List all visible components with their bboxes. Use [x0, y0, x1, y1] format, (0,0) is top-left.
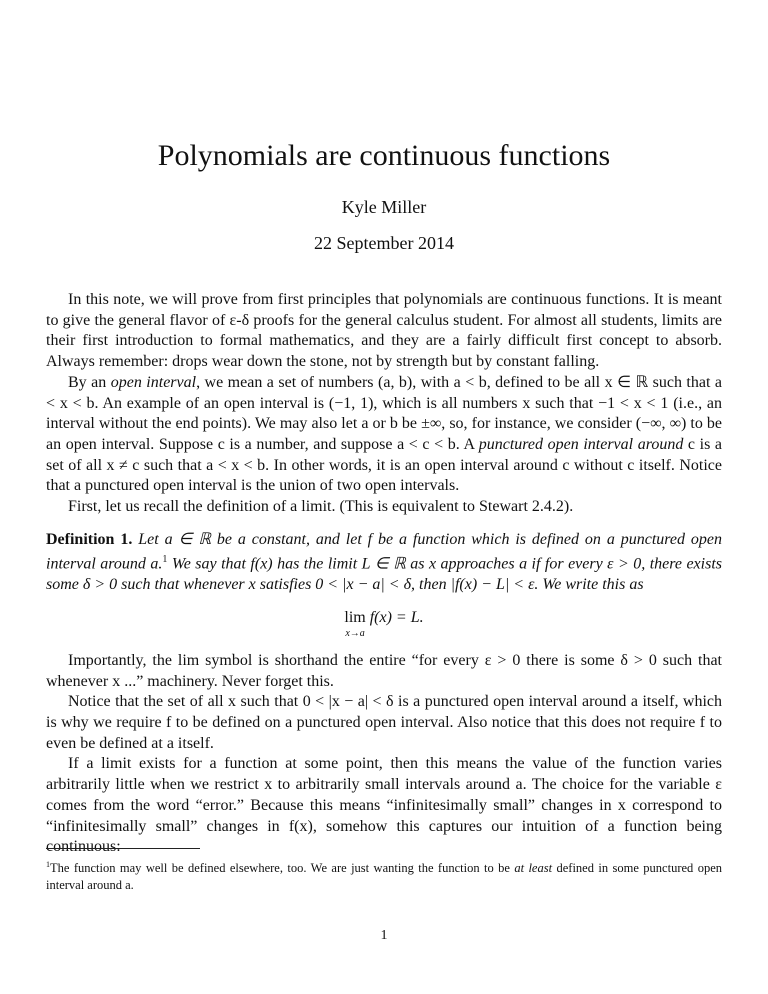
lim-expression: f(x) = L. [365, 609, 424, 627]
paper-body [46, 290, 722, 858]
footnote-text-b: defined in some punctured open interval around a. [46, 861, 722, 893]
paragraph-intro: In this note, we will prove from first principles that polynomials are continuous functions. It is meant to give the general flavor of ε-δ proofs for the general calculus student. For almost all students, limits are their first introduction to formal mathematics, and they are a fairly difficult first concept to absorb. Always remember: drops wear down the stone, not by strength but by constant falling. [46, 291, 722, 371]
p2-text-a: By an [68, 373, 111, 391]
paragraph-shorthand: Importantly, the lim symbol is shorthand the entire “for every ε > 0 there is some δ > 0 such that whenever x ...” machinery. Never forget this. [46, 651, 722, 690]
lim-operator [344, 608, 365, 639]
footnote-rule [46, 848, 200, 849]
paragraph-open-interval [46, 373, 722, 497]
p2-text-c: c is a set of all x ≠ c such that a < x < b. In other words, it is an open interval around c without c itself. Notice that a punctured open interval is the union of two open intervals. [46, 435, 723, 495]
paragraph-intuition: If a limit exists for a function at some point, then this means the value of the function varies arbitrarily little when we restrict x to arbitrarily small intervals around a. The choice for the variable ε comes from the word “error.” Because this means “infinitesimally small” changes in x correspond to “infinitesimally small” changes in f(x), somehow this captures our intuition of a function being continuous: [46, 755, 722, 856]
paragraph-punctured: Notice that the set of all x such that 0 < |x − a| < δ is a punctured open interval around a itself, which is why we require f to be defined on a punctured open interval. Also notice that this does not require f to even be defined at a itself. [46, 693, 722, 752]
limit-display-equation [46, 608, 722, 639]
definition-text-b: We say that f(x) has the limit L ∈ ℝ as x approaches a if for every ε > 0, there exists some δ > 0 such that whenever x satisfies 0 < |x − a| < δ, then |f(x) − L| < ε. We write this as [46, 555, 722, 594]
term-punctured-interval: punctured open interval around [478, 435, 684, 453]
lim-word: lim [344, 609, 366, 627]
footnote-mark: 1 [162, 554, 168, 566]
footnote-number: 1 [46, 860, 50, 869]
term-open-interval: open interval [110, 373, 197, 391]
paper-author: Kyle Miller [341, 197, 427, 217]
definition-label: Definition 1. [46, 530, 133, 548]
definition-text-a: Let a ∈ ℝ be a constant, and let f be a function which is defined on a punctured open interval around a. [46, 530, 722, 573]
footnote-text-a: The function may well be defined elsewhere, too. We are just wanting the function to be [50, 861, 515, 876]
paper-date: 22 September 2014 [314, 233, 454, 253]
definition-1 [46, 530, 722, 596]
p2-text-b: , we mean a set of numbers (a, b), with a < b, defined to be all x ∈ ℝ such that a < x < b. An example of an open interval is (−1, 1), which is all numbers x such that −1 < x < 1 (i.e., an interval without the end points). We may also let a or b be ±∞, so, for instance, we consider (−∞, ∞) to be an open interval. Suppose c is a number, and suppose a < c < b. A [46, 373, 722, 453]
page-number: 1 [380, 928, 388, 943]
paper-title: Polynomials are continuous functions [157, 139, 611, 172]
lim-subscript: x→a [345, 627, 365, 639]
footnote-1 [46, 856, 722, 894]
paragraph-recall: First, let us recall the definition of a limit. (This is equivalent to Stewart 2.4.2). [68, 498, 574, 516]
footnote-emph: at least [514, 861, 553, 876]
